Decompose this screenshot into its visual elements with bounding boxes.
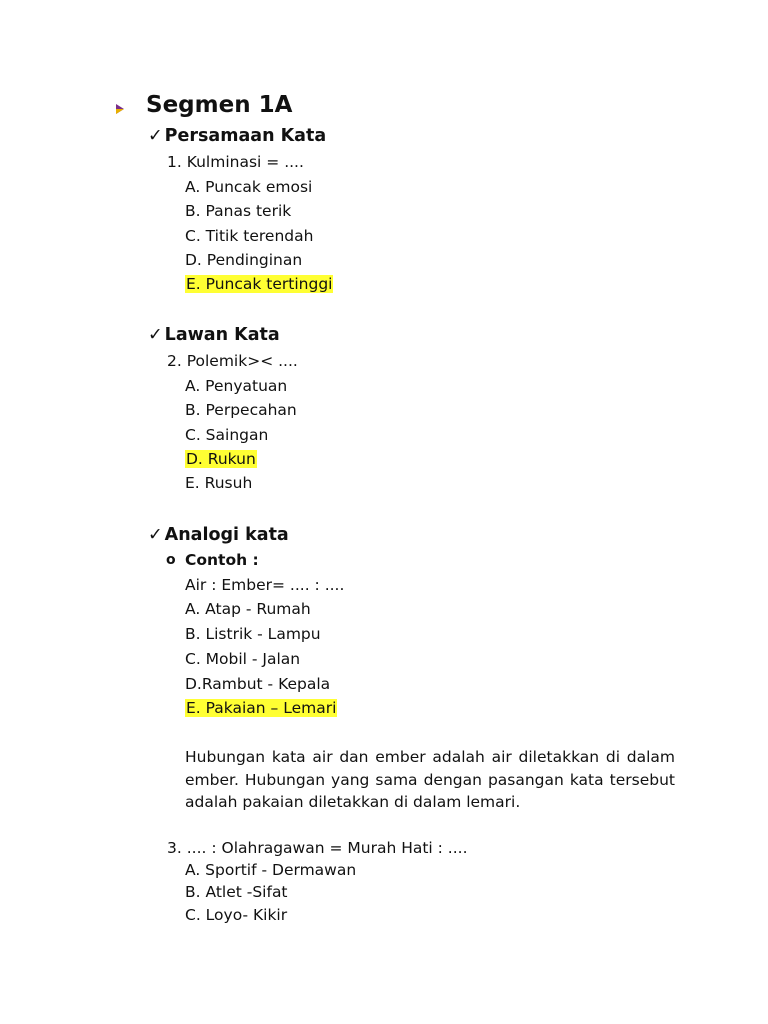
option-analogy-d: D.Rambut - Kepala [185, 675, 331, 693]
analogy-prompt: Air : Ember= .... : .... [185, 576, 345, 594]
checkmark-icon: ✓ [148, 126, 163, 146]
question-1: 1. Kulminasi = .... [167, 153, 304, 171]
section-heading-persamaan-kata: ✓ Persamaan Kata [148, 126, 327, 146]
section-heading-analogi-kata: ✓ Analogi kata [148, 525, 289, 545]
question-2: 2. Polemik>< .... [167, 352, 298, 370]
section-heading-lawan-kata: ✓ Lawan Kata [148, 325, 280, 345]
option-analogy-a: A. Atap - Rumah [185, 600, 311, 618]
option-3b: B. Atlet -Sifat [185, 883, 288, 901]
option-1d: D. Pendinginan [185, 251, 303, 269]
question-3: 3. .... : Olahragawan = Murah Hati : .... [167, 839, 468, 857]
option-1e-answer: E. Puncak tertinggi [186, 275, 333, 293]
option-3c: C. Loyo- Kikir [185, 906, 288, 924]
option-2b: B. Perpecahan [185, 401, 297, 419]
option-1b: B. Panas terik [185, 202, 292, 220]
option-1a: A. Puncak emosi [185, 178, 313, 196]
option-2c: C. Saingan [185, 426, 269, 444]
contoh-label: Contoh : [185, 551, 259, 569]
page-title: Segmen 1A [146, 92, 293, 118]
option-analogy-e-answer: E. Pakaian – Lemari [186, 699, 337, 717]
arrow-bullet-icon [115, 103, 125, 115]
checkmark-icon: ✓ [148, 325, 163, 345]
explanation-paragraph: Hubungan kata air dan ember adalah air diletakkan di dalam ember. Hubungan yang sama dengan pasangan kata tersebut adalah pakaian diletakkan di dalam lemari. [185, 748, 675, 811]
option-3a: A. Sportif - Dermawan [185, 861, 357, 879]
option-2d-answer: D. Rukun [186, 450, 256, 468]
option-2e: E. Rusuh [185, 474, 253, 492]
checkmark-icon: ✓ [148, 525, 163, 545]
option-1c: C. Titik terendah [185, 227, 314, 245]
option-2a: A. Penyatuan [185, 377, 288, 395]
option-analogy-c: C. Mobil - Jalan [185, 650, 301, 668]
option-analogy-b: B. Listrik - Lampu [185, 625, 321, 643]
circle-bullet-icon: o [166, 552, 176, 568]
